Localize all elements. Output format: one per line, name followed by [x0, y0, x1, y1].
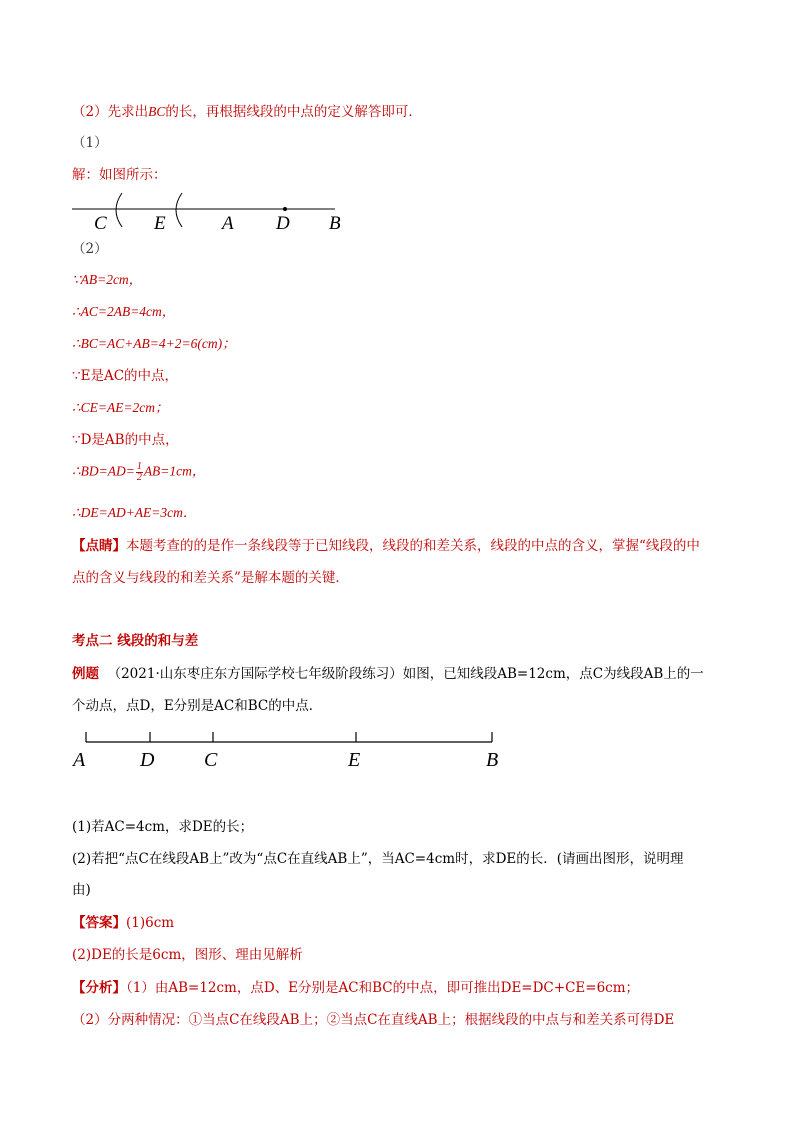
comment-tag: 【点睛】	[72, 538, 126, 554]
answer-1: (1)6cm	[126, 915, 175, 931]
example-tag: 例题	[72, 666, 99, 682]
answer-tag: 【答案】	[72, 915, 126, 931]
question-2-line-2: 由)	[72, 882, 91, 898]
fig2-label-d: D	[140, 749, 155, 771]
fraction-numerator: 1	[136, 461, 142, 472]
comment-line-2: 点的含义与线段的和差关系”是解本题的关键．	[72, 570, 349, 586]
fig1-label-a: A	[222, 213, 234, 234]
question-2-line-1: (2)若把“点C在线段AB上”改为“点C在直线AB上”，当AC=4cm时，求DE的长．(请画出图形，说明理	[72, 851, 684, 867]
hint-part2	[72, 103, 422, 121]
fig2-label-e: E	[348, 749, 361, 771]
analysis-line-1	[72, 979, 639, 997]
step-7-right: AB=1cm，	[143, 463, 206, 479]
construction-figure	[70, 190, 360, 236]
point-d-dot	[283, 207, 287, 211]
step-1: ∵AB=2cm，	[72, 272, 143, 287]
fraction-denominator: 2	[136, 472, 142, 483]
analysis-text-1: （1）由AB=12cm，点D、E分别是AC和BC的中点，即可推出DE=DC+CE=6cm；	[126, 980, 640, 996]
example-line-2: 个动点，点D，E分别是AC和BC的中点．	[72, 698, 323, 714]
example-line-1	[72, 665, 704, 683]
example-text-1: （2021·山东枣庄东方国际学校七年级阶段练习）如图，已知线段AB=12cm，点C为线段AB上的一	[107, 666, 704, 682]
hint-bc: BC	[148, 104, 166, 119]
step-7-left: ∴BD=AD=	[72, 463, 135, 479]
step-6: ∵D是AB的中点，	[72, 432, 179, 448]
step-7	[72, 462, 205, 483]
fig1-label-b: B	[329, 213, 341, 234]
arc-c	[116, 193, 122, 227]
hint-text-end: 的长，再根据线段的中点的定义解答即可．	[165, 104, 422, 120]
part1-label: （1）	[72, 135, 108, 151]
step-3: ∴BC=AC+AB=4+2=6(cm)；	[72, 336, 236, 351]
analysis-tag: 【分析】	[72, 980, 126, 996]
part2-label: （2）	[72, 241, 108, 257]
step-5: ∴CE=AE=2cm；	[72, 400, 169, 415]
fig1-label-e: E	[154, 213, 166, 234]
question-1: (1)若AC=4cm，求DE的长；	[72, 819, 254, 835]
answer-line-1	[72, 914, 174, 932]
step-4: ∵E是AC的中点，	[72, 368, 179, 384]
arc-e	[176, 193, 182, 227]
fig1-label-d: D	[276, 213, 290, 234]
step-2: ∴AC=2AB=4cm，	[72, 304, 176, 319]
comment-text-1: 本题考查的的是作一条线段等于已知线段，线段的和差关系，线段的中点的含义，掌握“线段的中	[126, 538, 700, 554]
answer-line-2: (2)DE的长是6cm，图形、理由见解析	[72, 947, 303, 963]
solution-intro: 解：如图所示：	[72, 167, 167, 183]
fraction-half	[136, 462, 143, 483]
fig1-label-c: C	[94, 213, 107, 234]
fig2-label-b: B	[486, 749, 499, 771]
segment-figure	[70, 726, 510, 776]
step-8: ∴DE=AD+AE=3cm．	[72, 505, 197, 520]
fig2-label-c: C	[204, 749, 218, 771]
analysis-line-2: （2）分两种情况：①当点C在线段AB上；②当点C在直线AB上；根据线段的中点与和差关系可得DE	[72, 1012, 675, 1028]
fig2-label-a: A	[73, 749, 86, 771]
section-title: 考点二 线段的和与差	[72, 633, 199, 649]
hint-text: （2）先求出	[72, 104, 149, 120]
comment-line-1	[72, 537, 700, 555]
